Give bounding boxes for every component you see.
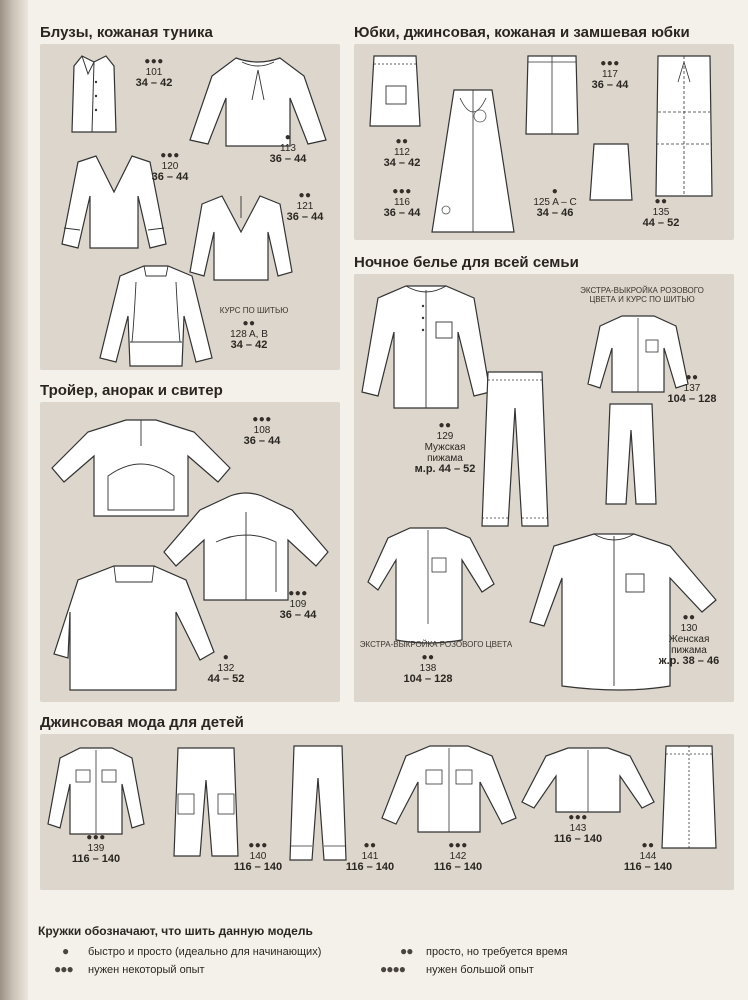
model-description: Мужская (424, 442, 466, 453)
model-number: 108 (253, 425, 271, 436)
difficulty-dots: ●● (363, 840, 377, 851)
difficulty-dots: ●●● (448, 840, 468, 851)
size-range: 104 – 128 (667, 393, 717, 405)
difficulty-dots: ●●●● (380, 962, 405, 976)
difficulty-dots: ●● (654, 196, 668, 207)
difficulty-dots: ●● (400, 944, 413, 958)
size-range: 44 – 52 (207, 673, 245, 685)
label-113 (266, 132, 310, 165)
label-138 (400, 652, 456, 685)
model-number: 113 (280, 143, 296, 154)
short-skirt-sketch-125 (588, 140, 634, 204)
model-number: 137 (683, 383, 701, 394)
section-title-kids: Джинсовая мода для детей (40, 714, 244, 731)
difficulty-dots: ●●● (568, 812, 588, 823)
model-number: 120 (161, 161, 179, 172)
kids-jeans-sketch-141 (286, 742, 350, 864)
difficulty-dots: ● (222, 652, 230, 663)
label-101 (134, 56, 174, 89)
size-range: 36 – 44 (383, 207, 421, 219)
mens-pajama-pants-sketch-129 (478, 368, 552, 530)
size-range: 34 – 42 (135, 77, 173, 89)
long-skirt-sketch-116 (430, 86, 516, 236)
label-137 (664, 372, 720, 405)
model-number: 142 (449, 851, 467, 862)
size-range: 34 – 42 (230, 339, 268, 351)
label-120 (148, 150, 192, 183)
model-number: 135 (652, 207, 670, 218)
size-range: 34 – 46 (536, 207, 574, 219)
difficulty-dots: ●●● (600, 58, 620, 69)
size-range: 116 – 140 (553, 833, 603, 845)
jacket-sketch-128 (96, 262, 216, 370)
difficulty-dots: ● (284, 132, 292, 143)
note-extra-pattern-138: ЭКСТРА-ВЫКРОЙКА РОЗОВОГО ЦВЕТА (359, 640, 513, 649)
note-line: ЦВЕТА И КУРС ПО ШИТЬЮ (589, 295, 695, 304)
difficulty-dots: ●● (438, 420, 452, 431)
difficulty-dots: ●● (395, 136, 409, 147)
difficulty-dots: ●●● (288, 588, 308, 599)
label-117 (588, 58, 632, 91)
label-108 (240, 414, 284, 447)
label-144 (620, 840, 676, 873)
nightshirt-sketch-138 (366, 524, 498, 648)
size-range: 116 – 140 (71, 853, 121, 865)
legend-title: Кружки обозначают, что шить данную модель (38, 924, 313, 938)
size-range: 36 – 44 (279, 609, 317, 621)
label-129 (410, 420, 480, 475)
difficulty-dots: ● (551, 186, 559, 197)
difficulty-dots: ●●● (252, 414, 272, 425)
kids-denim-skirt-sketch-144 (658, 742, 720, 852)
model-number: 121 (296, 201, 314, 212)
difficulty-dots: ●●● (86, 832, 106, 843)
size-range: 34 – 42 (383, 157, 421, 169)
legend-text: нужен некоторый опыт (88, 964, 205, 976)
pencil-skirt-sketch-125 (522, 52, 582, 138)
size-range: 36 – 44 (591, 79, 629, 91)
difficulty-dots: ●● (682, 612, 696, 623)
model-number: 141 (361, 851, 379, 862)
size-range: 116 – 140 (433, 861, 483, 873)
label-132 (204, 652, 248, 685)
model-number: 140 (249, 851, 267, 862)
kids-denim-jacket-sketch-139 (46, 744, 146, 838)
vest-sketch-101 (62, 52, 126, 136)
size-range: ж.р. 38 – 46 (658, 655, 720, 667)
legend-text: быстро и просто (идеально для начинающих) (88, 946, 322, 958)
section-title-sleepwear: Ночное белье для всей семьи (354, 254, 579, 271)
page-spine-shadow (0, 0, 28, 1000)
section-title-outerwear: Тройер, анорак и свитер (40, 382, 223, 399)
model-number: 138 (419, 663, 437, 674)
kids-cropped-jacket-sketch-143 (518, 744, 658, 816)
legend-text: нужен большой опыт (426, 964, 534, 976)
label-125 (528, 186, 582, 219)
size-range: м.р. 44 – 52 (414, 463, 476, 475)
label-112 (382, 136, 422, 169)
label-142 (430, 840, 486, 873)
note-line: ЭКСТРА-ВЫКРОЙКА РОЗОВОГО (580, 286, 704, 295)
size-range: 116 – 140 (623, 861, 673, 873)
legend-item-some-experience (54, 962, 205, 976)
model-number: 139 (87, 843, 105, 854)
size-range: 116 – 140 (345, 861, 395, 873)
size-range: 36 – 44 (286, 211, 324, 223)
label-130 (654, 612, 724, 667)
difficulty-dots: ●● (298, 190, 312, 201)
mens-pajama-top-sketch-129 (360, 282, 492, 412)
model-description: Женская (668, 634, 710, 645)
difficulty-dots: ●●● (392, 186, 412, 197)
difficulty-dots: ●● (242, 318, 256, 329)
drawstring-skirt-sketch-135 (652, 52, 716, 200)
size-range: 104 – 128 (403, 673, 453, 685)
model-number: 144 (639, 851, 657, 862)
model-number: 130 (680, 623, 698, 634)
legend-text: просто, но требуется время (426, 946, 568, 958)
label-141 (342, 840, 398, 873)
model-number: 101 (145, 67, 163, 78)
model-number: 143 (569, 823, 587, 834)
difficulty-dots: ●● (685, 372, 699, 383)
sweater-sketch-132 (50, 562, 218, 696)
model-description: пижама (671, 645, 707, 656)
difficulty-dots: ● (62, 944, 69, 958)
size-range: 36 – 44 (243, 435, 281, 447)
legend-item-easy (62, 944, 321, 958)
note-sewing-course: КУРС ПО ШИТЬЮ (219, 306, 289, 315)
model-description: пижама (427, 453, 463, 464)
label-140 (230, 840, 286, 873)
difficulty-dots: ●●● (54, 962, 73, 976)
label-109 (276, 588, 320, 621)
size-range: 36 – 44 (269, 153, 307, 165)
denim-skirt-sketch-112 (366, 52, 424, 130)
section-title-blouses: Блузы, кожаная туника (40, 24, 213, 41)
model-number: 109 (289, 599, 307, 610)
kids-pajama-pants-sketch-137 (604, 400, 658, 508)
note-extra-pattern-137 (570, 286, 714, 304)
label-121 (282, 190, 328, 223)
legend-item-simple-time (400, 944, 567, 958)
size-range: 44 – 52 (642, 217, 680, 229)
model-number: 129 (436, 431, 454, 442)
difficulty-dots: ●●● (248, 840, 268, 851)
kids-denim-jacket-sketch-142 (378, 742, 520, 838)
size-range: 36 – 44 (151, 171, 189, 183)
model-number: 128 A, B (230, 329, 268, 340)
label-128 (222, 318, 276, 351)
model-number: 112 (394, 147, 410, 158)
model-number: 116 (394, 197, 410, 208)
difficulty-dots: ●● (641, 840, 655, 851)
label-139 (68, 832, 124, 865)
size-range: 116 – 140 (233, 861, 283, 873)
difficulty-dots: ●● (421, 652, 435, 663)
legend-item-much-experience (380, 962, 534, 976)
model-number: 117 (602, 69, 618, 80)
model-number: 125 A – C (533, 197, 577, 208)
section-title-skirts: Юбки, джинсовая, кожаная и замшевая юбки (354, 24, 690, 41)
difficulty-dots: ●●● (144, 56, 164, 67)
label-116 (380, 186, 424, 219)
model-number: 132 (217, 663, 235, 674)
label-143 (550, 812, 606, 845)
label-135 (638, 196, 684, 229)
difficulty-dots: ●●● (160, 150, 180, 161)
